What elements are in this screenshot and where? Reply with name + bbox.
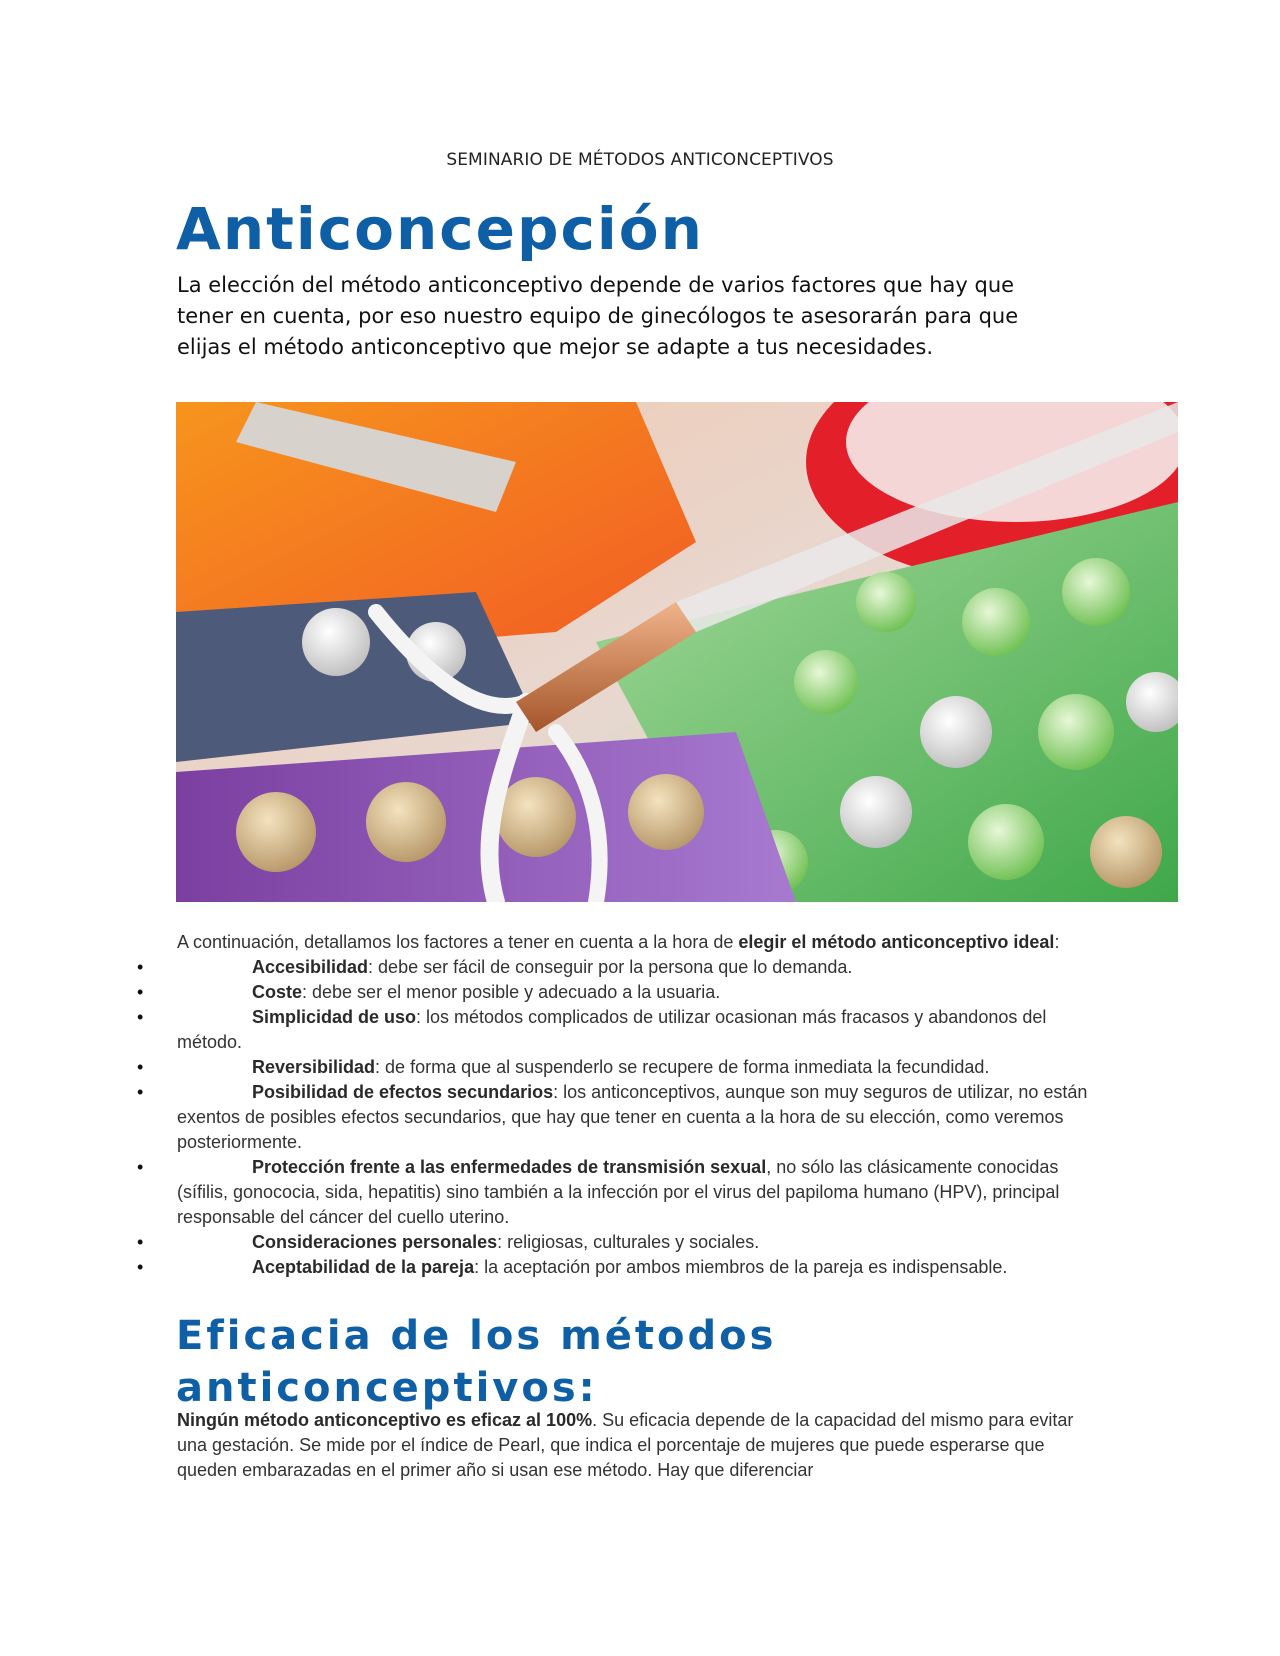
section-title: Eficacia de los métodos anticonceptivos:: [176, 1313, 777, 1411]
factors-list: [137, 955, 1097, 1280]
factors-intro: A continuación, detallamos los factores a tener en cuenta a la hora de elegir el método anticonceptivo ideal:: [177, 932, 1060, 952]
list-item: • Simplicidad de uso: los métodos complicados de utilizar ocasionan más fracasos y abandonos del método.: [137, 1007, 1047, 1052]
list-item: • Reversibilidad: de forma que al suspenderlo se recupere de forma inmediata la fecundidad.: [177, 1055, 1097, 1080]
bullet-icon: •: [137, 1082, 144, 1102]
list-item: • Aceptabilidad de la pareja: la aceptación por ambos miembros de la pareja es indispensable.: [177, 1255, 1097, 1280]
bullet-icon: •: [137, 1232, 144, 1252]
list-item: • Protección frente a las enfermedades de transmisión sexual, no sólo las clásicamente conocidas (sífilis, gonococia, sida, hepatitis) sino también a la infección por el virus del papiloma humano (HPV), principal responsable del cáncer del cuello uterino.: [137, 1157, 1060, 1227]
list-item: • Coste: debe ser el menor posible y adecuado a la usuaria.: [177, 980, 1097, 1005]
list-item: • Consideraciones personales: religiosas, culturales y sociales.: [177, 1230, 1097, 1255]
list-item: • Accesibilidad: debe ser fácil de conseguir por la persona que lo demanda.: [177, 955, 1097, 980]
bullet-icon: •: [137, 957, 144, 977]
intro-paragraph: La elección del método anticonceptivo depende de varios factores que hay que tener en cuenta, por eso nuestro equipo de ginecólogos te asesorarán para que elijas el método anticonceptivo que mejor se adapte a tus necesidades.: [177, 273, 1019, 359]
list-item: • Posibilidad de efectos secundarios: los anticonceptivos, aunque son muy seguros de utilizar, no están exentos de posibles efectos secundarios, que hay que tener en cuenta a la hora de su elección, como veremos posteriormente.: [137, 1082, 1088, 1152]
bullet-icon: •: [137, 1007, 144, 1027]
bullet-icon: •: [137, 1257, 144, 1277]
efficacy-paragraph: Ningún método anticonceptivo es eficaz al 100%. Su eficacia depende de la capacidad del mismo para evitar una gestación. Se mide por el índice de Pearl, que indica el porcentaje de mujeres que puede esperarse que queden embarazadas en el primer año si usan ese método. Hay que diferenciar: [177, 1410, 1074, 1480]
bullet-icon: •: [137, 1157, 144, 1177]
document-header: SEMINARIO DE MÉTODOS ANTICONCEPTIVOS: [446, 150, 834, 170]
bullet-icon: •: [137, 1057, 144, 1077]
factors-section: [137, 930, 1097, 1280]
bullet-icon: •: [137, 982, 144, 1002]
contraceptive-pills-photo: [176, 402, 1178, 902]
page-title: Anticoncepción: [176, 195, 704, 263]
